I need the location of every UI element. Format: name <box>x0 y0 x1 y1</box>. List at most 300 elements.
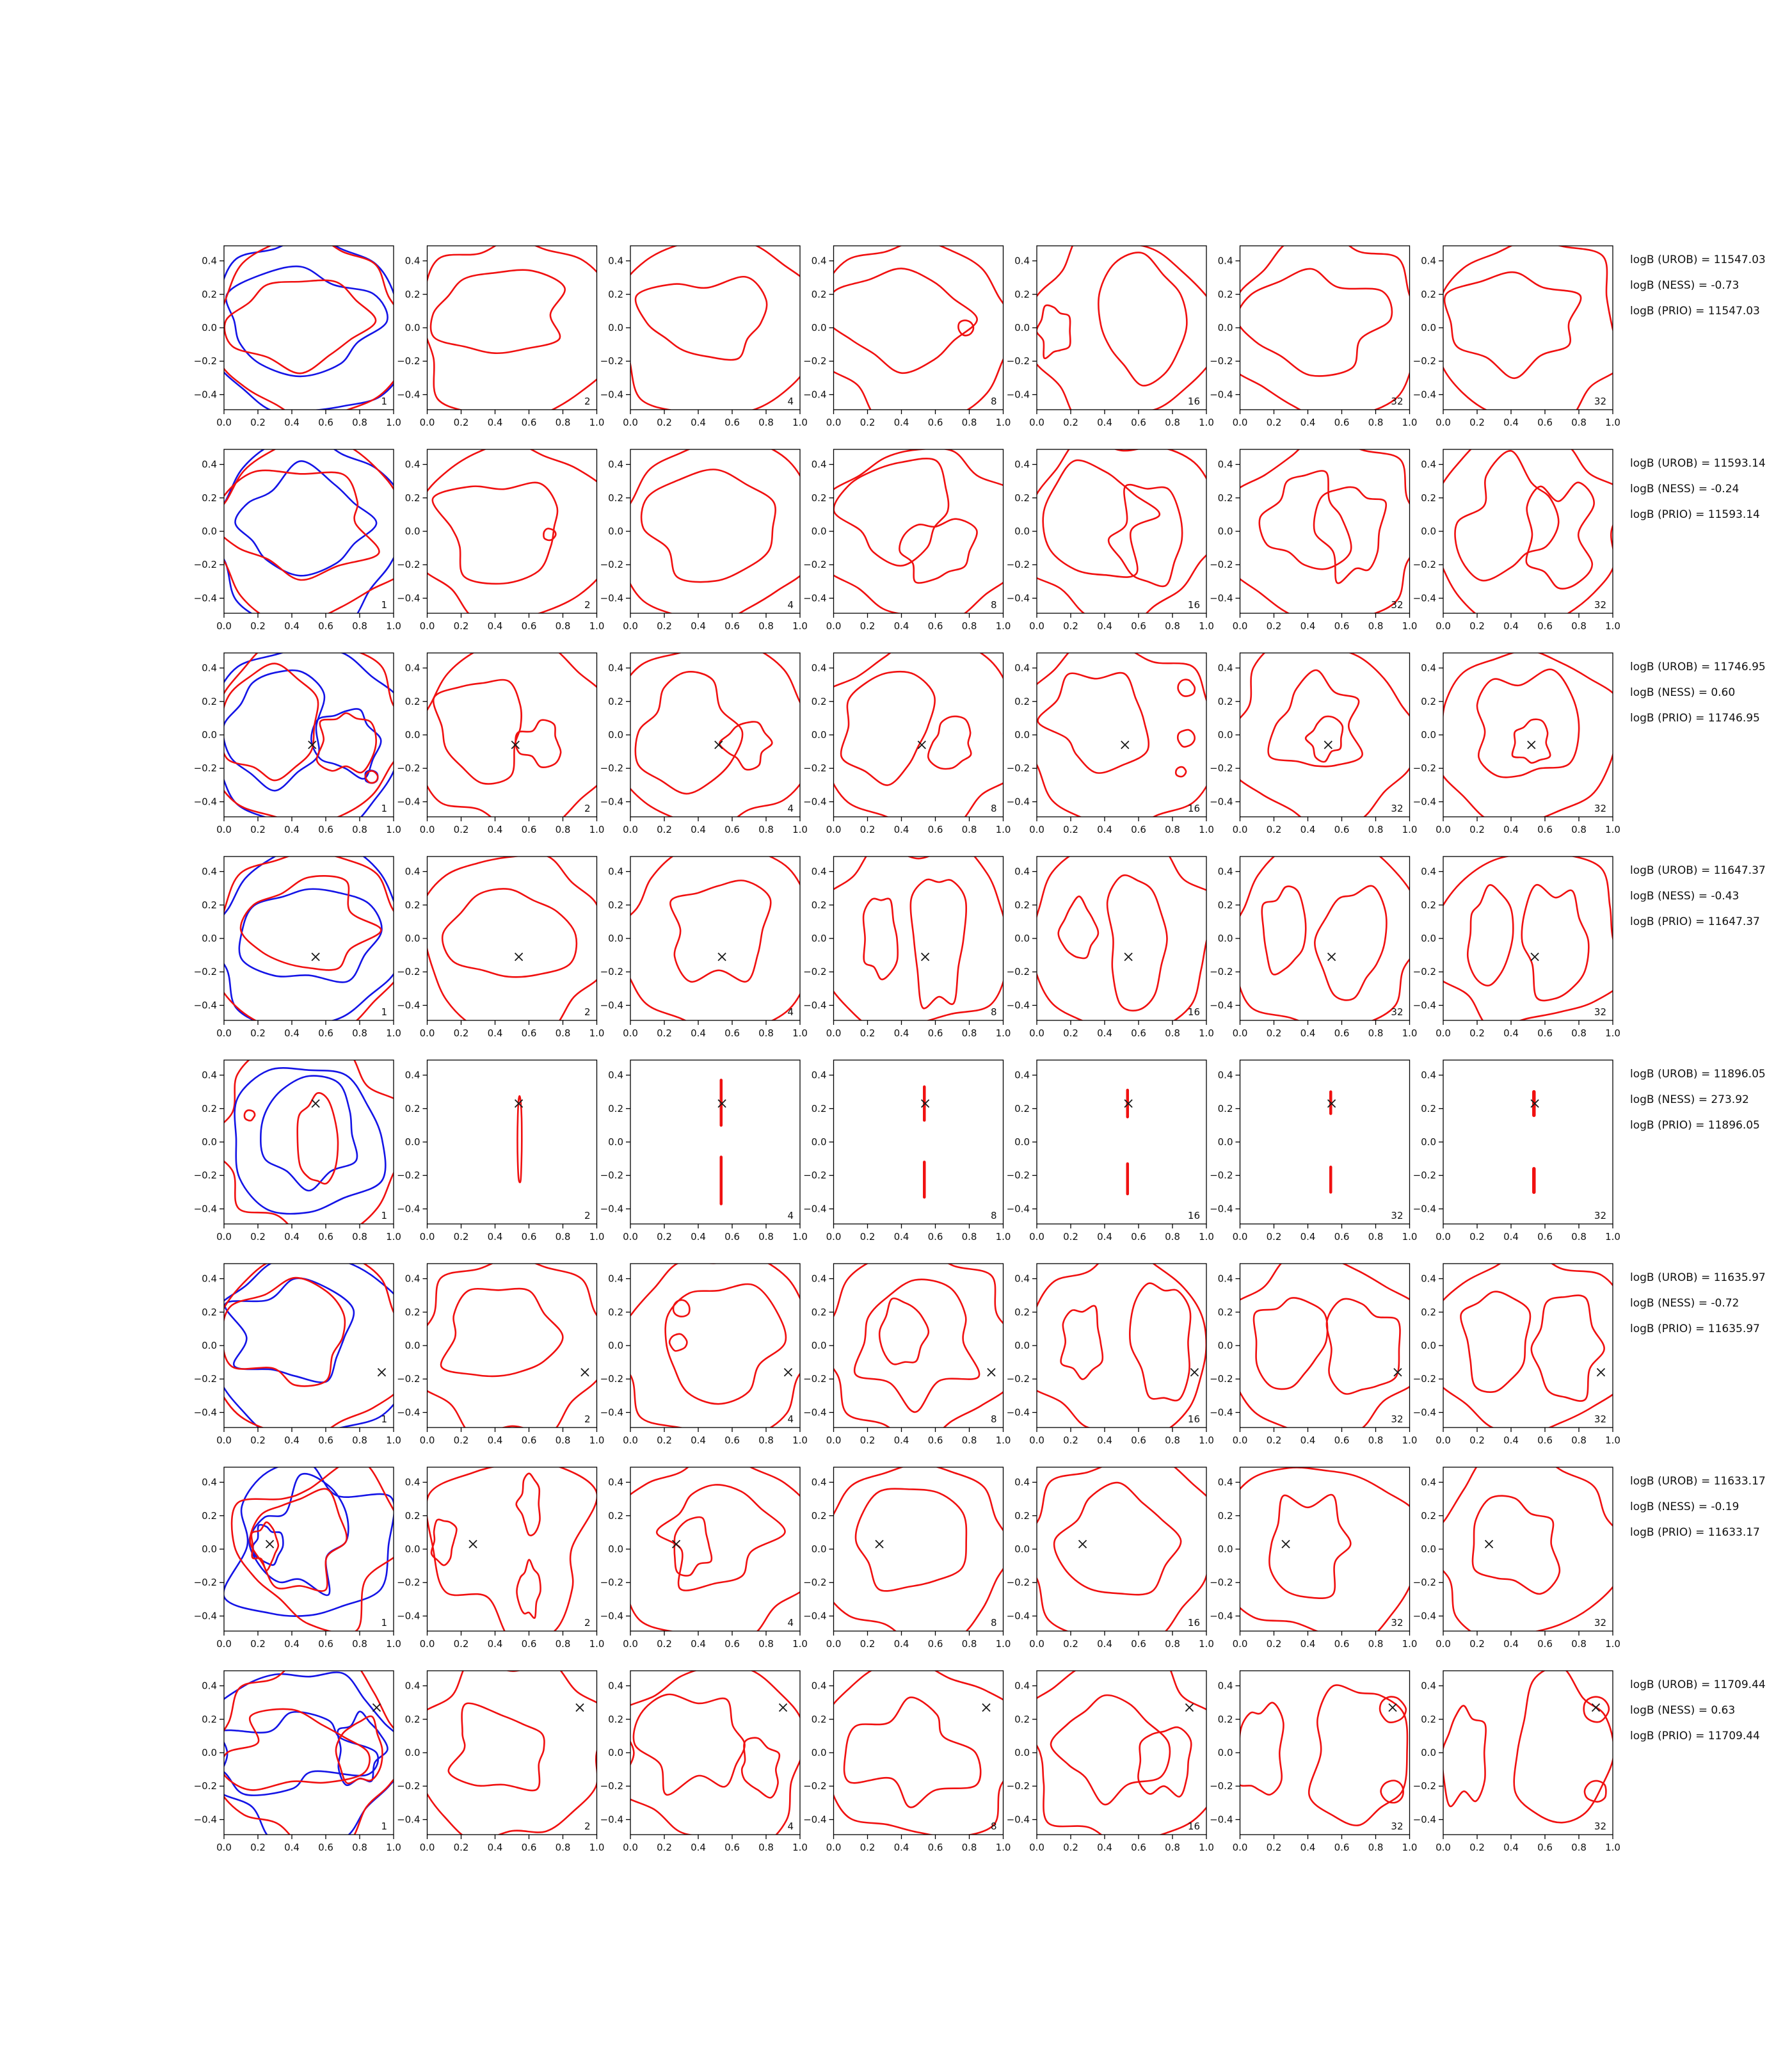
contour-red <box>719 721 772 769</box>
y-tick-label: −0.2 <box>1210 559 1233 571</box>
y-tick-label: 0.2 <box>608 899 623 911</box>
x-tick-label: 0.4 <box>1300 1231 1316 1243</box>
y-tick-label: 0.0 <box>1217 526 1233 537</box>
contour-layer <box>1018 233 1229 423</box>
contour-red <box>641 469 776 582</box>
x-tick-label: 1.0 <box>1605 1638 1620 1650</box>
y-tick-label: 0.0 <box>404 322 420 334</box>
x-tick-label: 1.0 <box>1402 1842 1418 1853</box>
plot-border <box>834 1264 1004 1428</box>
contour-red <box>1098 252 1187 385</box>
x-tick-label: 0.0 <box>1029 824 1044 835</box>
plot-border <box>428 653 597 817</box>
x-tick-label: 0.0 <box>1436 1231 1451 1243</box>
contour-red <box>1228 229 1423 420</box>
y-tick-label: −0.2 <box>1210 762 1233 775</box>
contour-layer <box>209 841 408 1029</box>
y-tick-label: 0.0 <box>1217 1340 1233 1351</box>
x-tick-label: 0.8 <box>555 417 571 428</box>
x-tick-label: 0.2 <box>1063 417 1078 428</box>
x-tick-label: 0.4 <box>893 620 909 632</box>
x-tick-label: 0.0 <box>1436 1435 1451 1446</box>
x-tick-label: 0.4 <box>1097 1842 1112 1853</box>
contour-red <box>863 899 898 979</box>
x-tick-label: 0.4 <box>487 824 503 835</box>
x-tick-label: 0.0 <box>826 1638 842 1650</box>
y-tick-label: 0.4 <box>404 255 420 267</box>
y-tick-label: 0.2 <box>202 1509 217 1522</box>
y-tick-label: 0.0 <box>811 1340 827 1351</box>
contour-red <box>1514 1667 1614 1823</box>
x-tick-label: 0.8 <box>1368 1842 1384 1853</box>
x-tick-label: 0.6 <box>927 1231 943 1243</box>
x-tick-label: 0.4 <box>1300 1638 1316 1650</box>
x-tick-label: 0.2 <box>657 824 672 835</box>
x-tick-label: 1.0 <box>1402 1027 1418 1039</box>
x-tick-label: 0.6 <box>927 1638 943 1650</box>
metric-ness-row6: logB (NESS) = -0.72 <box>1630 1297 1740 1310</box>
y-tick-label: 0.4 <box>202 1273 217 1285</box>
x-tick-label: 0.0 <box>826 824 842 835</box>
y-tick-label: 0.4 <box>1217 1273 1233 1285</box>
x-tick-label: 0.6 <box>927 1842 943 1853</box>
subplot-r5-c4 <box>803 1060 1011 1243</box>
max-marker <box>266 1540 274 1548</box>
y-tick-label: 0.2 <box>1421 695 1436 707</box>
x-tick-label: 0.4 <box>1097 1231 1112 1243</box>
y-tick-label: −0.2 <box>1210 1373 1233 1385</box>
y-tick-label: −0.2 <box>193 1577 217 1589</box>
y-tick-label: 0.0 <box>1217 322 1233 334</box>
corner-count-label: 16 <box>1187 1413 1200 1425</box>
x-tick-label: 0.0 <box>623 1842 638 1853</box>
subplot-r3-c7 <box>1413 650 1620 835</box>
corner-count-label: 32 <box>1391 599 1404 611</box>
contour-layer <box>819 845 1009 1031</box>
contour-red <box>911 880 966 1009</box>
x-tick-label: 0.4 <box>1097 1638 1112 1650</box>
max-marker <box>1324 741 1332 749</box>
x-tick-label: 0.0 <box>1029 1231 1044 1243</box>
contour-red <box>611 1257 820 1436</box>
y-tick-label: 0.0 <box>608 322 623 334</box>
contour-layer <box>419 855 603 1039</box>
x-tick-label: 0.0 <box>1436 1842 1451 1853</box>
corner-count-label: 32 <box>1594 599 1606 611</box>
x-tick-label: 0.2 <box>1469 1231 1485 1243</box>
corner-count-label: 32 <box>1391 1821 1404 1832</box>
contour-red <box>899 519 977 583</box>
y-tick-label: 0.0 <box>1014 933 1030 944</box>
y-tick-label: 0.0 <box>1217 1747 1233 1758</box>
y-tick-label: 0.0 <box>1421 1136 1436 1148</box>
y-tick-label: −0.2 <box>397 966 420 978</box>
y-tick-label: 0.2 <box>1014 288 1030 300</box>
x-tick-label: 0.6 <box>1131 824 1146 835</box>
x-tick-label: 1.0 <box>589 1842 605 1853</box>
x-tick-label: 1.0 <box>1402 1231 1418 1243</box>
x-tick-label: 0.4 <box>487 620 503 632</box>
y-tick-label: −0.2 <box>1006 1577 1030 1589</box>
x-tick-label: 0.4 <box>1097 417 1112 428</box>
x-tick-label: 0.2 <box>1469 1638 1485 1650</box>
x-tick-label: 0.8 <box>758 824 774 835</box>
max-marker <box>780 1703 787 1711</box>
x-tick-label: 0.8 <box>1165 1027 1180 1039</box>
x-tick-label: 0.8 <box>555 1027 571 1039</box>
x-tick-label: 0.2 <box>657 620 672 632</box>
x-tick-label: 1.0 <box>589 824 605 835</box>
y-tick-label: −0.4 <box>1210 1203 1233 1215</box>
x-tick-label: 0.2 <box>1063 1842 1078 1853</box>
x-tick-label: 1.0 <box>792 824 808 835</box>
y-tick-label: 0.2 <box>1421 1713 1436 1725</box>
x-tick-label: 0.4 <box>691 1638 706 1650</box>
contour-red <box>250 1489 347 1591</box>
x-tick-label: 0.6 <box>927 1435 943 1446</box>
y-tick-label: −0.4 <box>193 1203 217 1215</box>
y-tick-label: 0.2 <box>1217 1713 1233 1725</box>
metric-urob-row1: logB (UROB) = 11547.03 <box>1630 253 1766 266</box>
y-tick-label: −0.2 <box>193 559 217 571</box>
contour-red <box>413 1659 611 1841</box>
x-tick-label: 0.8 <box>1571 1638 1587 1650</box>
x-tick-label: 0.4 <box>284 1435 300 1446</box>
y-tick-label: −0.2 <box>600 1577 623 1589</box>
y-tick-label: 0.2 <box>1217 695 1233 707</box>
plot-border <box>1443 1060 1613 1224</box>
y-tick-label: 0.0 <box>202 1340 217 1351</box>
x-tick-label: 0.4 <box>691 1435 706 1446</box>
y-tick-label: 0.2 <box>1014 1102 1030 1114</box>
x-tick-label: 0.0 <box>419 1638 435 1650</box>
x-tick-label: 1.0 <box>1605 1027 1620 1039</box>
y-tick-label: −0.2 <box>600 966 623 978</box>
contour-red <box>221 664 318 781</box>
plot-border <box>1240 857 1410 1020</box>
contour-layer <box>611 1257 820 1436</box>
x-tick-label: 0.4 <box>284 1638 300 1650</box>
x-tick-label: 0.8 <box>758 620 774 632</box>
y-tick-label: 0.0 <box>404 526 420 537</box>
corner-count-label: 32 <box>1391 1413 1404 1425</box>
y-tick-label: 0.2 <box>811 1102 827 1114</box>
subplot-r8-c2 <box>397 1659 611 1853</box>
y-tick-label: 0.2 <box>811 1713 827 1725</box>
contour-layer <box>1427 853 1626 1027</box>
subplot-r7-c6 <box>1210 1467 1419 1650</box>
y-tick-label: −0.2 <box>1412 1780 1436 1792</box>
corner-count-label: 4 <box>787 599 794 611</box>
y-tick-label: −0.2 <box>600 355 623 367</box>
y-tick-label: 0.2 <box>202 899 217 911</box>
x-tick-label: 0.2 <box>1266 1027 1282 1039</box>
x-tick-label: 0.4 <box>1097 1435 1112 1446</box>
y-tick-label: 0.2 <box>608 288 623 300</box>
subplot-r6-c2 <box>397 1257 618 1446</box>
contour-red <box>841 672 935 785</box>
corner-count-label: 4 <box>787 396 794 407</box>
x-tick-label: 0.4 <box>1300 417 1316 428</box>
plot-border <box>1443 246 1613 410</box>
y-tick-label: 0.0 <box>608 1136 623 1148</box>
contour-red <box>518 1096 522 1182</box>
x-tick-label: 0.2 <box>860 1638 876 1650</box>
x-tick-label: 0.0 <box>419 824 435 835</box>
x-tick-label: 0.8 <box>961 620 977 632</box>
y-tick-label: −0.4 <box>803 1203 827 1215</box>
x-tick-label: 1.0 <box>995 1638 1011 1650</box>
x-tick-label: 0.6 <box>724 1027 740 1039</box>
x-tick-label: 0.0 <box>826 1027 842 1039</box>
x-tick-label: 0.2 <box>250 824 266 835</box>
subplot-r2-c7 <box>1413 438 1625 632</box>
y-tick-label: 0.4 <box>608 1476 623 1488</box>
x-tick-label: 0.4 <box>893 1842 909 1853</box>
y-tick-label: −0.2 <box>193 355 217 367</box>
y-tick-label: −0.2 <box>193 966 217 978</box>
y-tick-label: 0.0 <box>404 1136 420 1148</box>
y-tick-label: 0.2 <box>404 1509 420 1522</box>
contour-layer <box>1021 1657 1221 1847</box>
y-tick-label: −0.4 <box>600 796 623 808</box>
x-tick-label: 1.0 <box>386 1842 401 1853</box>
y-tick-label: −0.4 <box>803 592 827 604</box>
x-tick-label: 0.0 <box>1232 824 1248 835</box>
x-tick-label: 0.2 <box>1063 1638 1078 1650</box>
x-tick-label: 0.8 <box>1571 1231 1587 1243</box>
metric-ness-row4: logB (NESS) = -0.43 <box>1630 890 1740 903</box>
x-tick-label: 0.6 <box>927 824 943 835</box>
max-marker <box>718 953 726 961</box>
subplot-r3-c1 <box>194 641 410 835</box>
y-tick-label: 0.2 <box>202 288 217 300</box>
subplot-r7-c7 <box>1413 1449 1633 1650</box>
y-tick-label: 0.0 <box>1014 1136 1030 1148</box>
contour-red <box>1176 767 1186 776</box>
y-tick-label: −0.4 <box>1412 999 1436 1011</box>
y-tick-label: −0.4 <box>1210 1814 1233 1826</box>
contour-layer <box>616 439 808 623</box>
max-marker <box>784 1369 792 1376</box>
contour-red <box>1226 1467 1419 1641</box>
contour-layer <box>1227 430 1427 625</box>
x-tick-label: 0.6 <box>1537 1027 1553 1039</box>
max-marker <box>673 1540 680 1548</box>
y-tick-label: 0.2 <box>404 1102 420 1114</box>
max-marker <box>312 953 319 961</box>
y-tick-label: 0.2 <box>404 899 420 911</box>
contour-red <box>1038 673 1149 773</box>
subplot-r4-c3 <box>600 841 809 1039</box>
contour-red <box>1023 1457 1219 1640</box>
max-marker <box>988 1369 995 1376</box>
x-tick-label: 0.6 <box>1131 1027 1146 1039</box>
x-tick-label: 0.6 <box>1334 417 1350 428</box>
x-tick-label: 0.8 <box>758 417 774 428</box>
x-tick-label: 0.2 <box>657 1027 672 1039</box>
y-tick-label: −0.4 <box>600 1814 623 1826</box>
subplot-r1-c4 <box>803 241 1016 428</box>
y-tick-label: 0.4 <box>404 1476 420 1488</box>
x-tick-label: 0.4 <box>691 417 706 428</box>
y-tick-label: 0.2 <box>811 1509 827 1522</box>
y-tick-label: 0.4 <box>811 1069 827 1081</box>
x-tick-label: 0.6 <box>1334 1842 1350 1853</box>
contour-layer <box>1421 1250 1626 1434</box>
x-tick-label: 1.0 <box>995 1842 1011 1853</box>
x-tick-label: 0.8 <box>555 824 571 835</box>
x-tick-label: 0.2 <box>657 1638 672 1650</box>
contour-red <box>856 1489 966 1591</box>
x-tick-label: 0.0 <box>1029 417 1044 428</box>
y-tick-label: −0.2 <box>1210 966 1233 978</box>
x-tick-label: 0.6 <box>1334 1231 1350 1243</box>
x-tick-label: 0.4 <box>487 1231 503 1243</box>
contour-red <box>232 1459 404 1634</box>
x-tick-label: 0.6 <box>521 620 537 632</box>
y-tick-label: 0.4 <box>1014 1680 1030 1692</box>
x-tick-label: 0.6 <box>318 1842 333 1853</box>
x-tick-label: 0.8 <box>961 1231 977 1243</box>
x-tick-label: 0.4 <box>1300 824 1316 835</box>
x-tick-label: 1.0 <box>1605 1842 1620 1853</box>
x-tick-label: 0.8 <box>555 1435 571 1446</box>
x-tick-label: 0.6 <box>1537 824 1553 835</box>
y-tick-label: −0.2 <box>1006 762 1030 775</box>
x-tick-label: 0.2 <box>453 1638 469 1650</box>
corner-count-label: 4 <box>787 1821 794 1832</box>
x-tick-label: 1.0 <box>1605 417 1620 428</box>
x-tick-label: 0.8 <box>352 1435 367 1446</box>
contour-layer <box>1236 1685 1407 1825</box>
max-marker <box>715 741 723 749</box>
plot-border <box>428 1060 597 1224</box>
x-tick-label: 1.0 <box>386 1027 401 1039</box>
y-tick-label: 0.4 <box>1421 255 1436 267</box>
x-tick-label: 0.6 <box>1537 1231 1553 1243</box>
y-tick-label: −0.2 <box>803 1780 827 1792</box>
x-tick-label: 0.8 <box>1571 824 1587 835</box>
y-tick-label: 0.2 <box>811 492 827 504</box>
x-tick-label: 0.8 <box>1571 1842 1587 1853</box>
y-tick-label: 0.2 <box>404 288 420 300</box>
x-tick-label: 0.2 <box>453 824 469 835</box>
contour-red <box>441 1289 563 1376</box>
x-tick-label: 0.2 <box>1469 620 1485 632</box>
x-tick-label: 0.6 <box>724 417 740 428</box>
x-tick-label: 0.0 <box>623 1435 638 1446</box>
x-tick-label: 1.0 <box>1199 1842 1214 1853</box>
contour-red <box>241 876 381 970</box>
contour-layer <box>820 241 1016 421</box>
x-tick-label: 0.0 <box>1029 1638 1044 1650</box>
subplot-r1-c2 <box>397 239 618 428</box>
y-tick-label: 0.4 <box>202 662 217 674</box>
corner-count-label: 32 <box>1594 1821 1606 1832</box>
subplot-r5-c1 <box>194 1047 409 1243</box>
x-tick-label: 0.4 <box>284 1842 300 1853</box>
contour-red <box>1438 240 1622 421</box>
contour-layer <box>1442 1667 1614 1823</box>
corner-count-label: 4 <box>787 1413 794 1425</box>
contour-red <box>669 1334 687 1351</box>
x-tick-label: 0.6 <box>1334 1638 1350 1650</box>
contour-red <box>1468 885 1513 985</box>
contour-red <box>1108 485 1182 586</box>
y-tick-label: 0.0 <box>608 1543 623 1555</box>
y-tick-label: −0.2 <box>1210 1577 1233 1589</box>
x-tick-label: 1.0 <box>995 417 1011 428</box>
y-tick-label: −0.4 <box>1006 1814 1030 1826</box>
x-tick-label: 1.0 <box>1402 1435 1418 1446</box>
x-tick-label: 0.4 <box>691 1842 706 1853</box>
contour-red <box>1254 1298 1327 1389</box>
y-tick-label: 0.4 <box>811 662 827 674</box>
y-tick-label: 0.2 <box>1217 492 1233 504</box>
contour-red <box>928 716 971 769</box>
x-tick-label: 1.0 <box>792 1842 808 1853</box>
contour-red <box>666 1284 786 1404</box>
x-tick-label: 0.0 <box>216 1435 232 1446</box>
corner-count-label: 1 <box>381 1617 387 1629</box>
x-tick-label: 1.0 <box>1199 1638 1214 1650</box>
y-tick-label: −0.4 <box>1412 1203 1436 1215</box>
x-tick-label: 1.0 <box>792 1231 808 1243</box>
y-tick-label: 0.0 <box>202 933 217 944</box>
contour-red <box>1455 451 1558 581</box>
contour-red <box>854 1280 979 1412</box>
x-tick-label: 0.2 <box>657 1842 672 1853</box>
x-tick-label: 0.2 <box>1063 1231 1078 1243</box>
y-tick-label: 0.2 <box>1014 1306 1030 1318</box>
subplot-r2-c1 <box>194 435 407 632</box>
y-tick-label: 0.4 <box>404 458 420 471</box>
contour-red <box>516 720 561 768</box>
x-tick-label: 0.8 <box>1165 1231 1180 1243</box>
x-tick-label: 0.0 <box>826 1231 842 1243</box>
metric-prio-row7: logB (PRIO) = 11633.17 <box>1630 1526 1760 1539</box>
x-tick-label: 0.4 <box>487 1842 503 1853</box>
y-tick-label: 0.4 <box>811 255 827 267</box>
y-tick-label: 0.0 <box>1014 322 1030 334</box>
y-tick-label: −0.4 <box>397 1814 420 1826</box>
contour-layer <box>518 1096 522 1182</box>
x-tick-label: 0.6 <box>318 1027 333 1039</box>
corner-count-label: 2 <box>584 1821 591 1832</box>
x-tick-label: 0.2 <box>1063 824 1078 835</box>
x-tick-label: 0.0 <box>216 1231 232 1243</box>
plot-border <box>1037 1060 1206 1224</box>
x-tick-label: 0.4 <box>487 1027 503 1039</box>
metric-ness-row7: logB (NESS) = -0.19 <box>1630 1500 1740 1513</box>
corner-count-label: 1 <box>381 1821 387 1832</box>
y-tick-label: 0.4 <box>202 255 217 267</box>
subplot-r6-c4 <box>803 1247 1023 1446</box>
x-tick-label: 0.8 <box>352 1027 367 1039</box>
subplot-r4-c6 <box>1210 838 1423 1039</box>
y-tick-label: −0.2 <box>193 762 217 775</box>
y-tick-label: 0.2 <box>404 695 420 707</box>
x-tick-label: 1.0 <box>1605 824 1620 835</box>
contour-red <box>336 1716 383 1783</box>
x-tick-label: 0.2 <box>250 1027 266 1039</box>
y-tick-label: 0.4 <box>1421 1273 1436 1285</box>
contour-red <box>213 471 380 580</box>
y-tick-label: −0.2 <box>1412 559 1436 571</box>
x-tick-label: 0.0 <box>1232 620 1248 632</box>
contour-red <box>1178 730 1194 747</box>
